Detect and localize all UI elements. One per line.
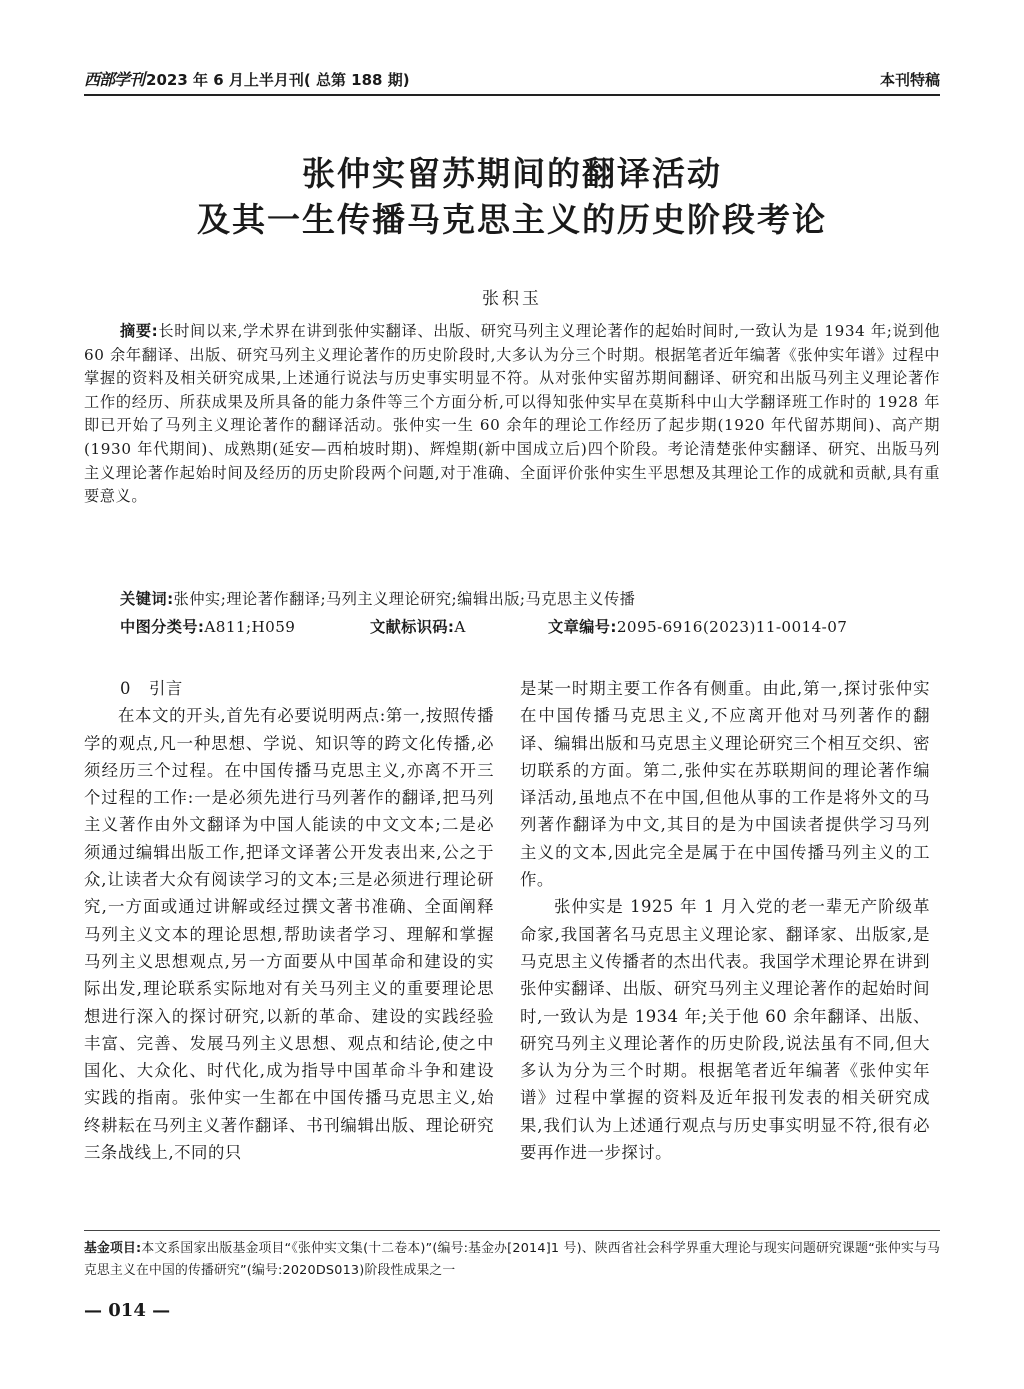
article-label: 文章编号:	[548, 618, 617, 636]
page-number: — 014 —	[84, 1300, 171, 1321]
author-name: 张积玉	[482, 289, 542, 309]
clc-label: 中图分类号:	[120, 618, 205, 636]
footnote-funding	[84, 1238, 940, 1282]
section-number: 0	[120, 679, 131, 698]
abstract	[84, 320, 940, 509]
journal-logo: 西部学刊	[84, 70, 145, 89]
doc-code	[370, 615, 548, 639]
header-left	[84, 67, 410, 90]
clc-number	[120, 615, 370, 639]
body-paragraph: 在本文的开头,首先有必要说明两点:第一,按照传播学的观点,凡一种思想、学说、知识等的跨文化传播,必须经历三个过程。在中国传播马克思主义,亦离不开三个过程的工作:一是必须先进行马列著作的翻译,把马列主义著作由外文翻译为中国人能读的中文文本;二是必须通过编辑出版工作,把译文译著公开发表出来,公之于众,让读者大众有阅读学习的文本;三是必须进行理论研究,一方面或通过讲解或经过撰文著书准确、全面阐释马列主义文本的理论思想,帮助读者学习、理解和掌握马列主义思想观点,另一方面要从中国革命和建设的实际出发,理论联系实际地对有关马列主义的重要理论思想进行深入的探讨研究,以新的革命、建设的实践经验丰富、完善、发展马列主义思想、观点和结论,使之中国化、大众化、时代化,成为指导中国革命斗争和建设实践的指南。张仲实一生都在中国传播马克思主义,始终耕耘在马列主义著作翻译、书刊编辑出版、理论研究三条战线上,不同的只	[84, 706, 494, 1163]
abstract-text: 长时间以来,学术界在讲到张仲实翻译、出版、研究马列主义理论著作的起始时间时,一致认为是 1934 年;说到他 60 余年翻译、出版、研究马列主义理论著作的历史阶段时,大多认为分三个时期。根据笔者近年编著《张仲实年谱》过程中掌握的资料及相关研究成果,上述通行说法与历史事实明显不符。从对张仲实留苏期间翻译、研究和出版马列主义理论著作工作的经历、所获成果及所具备的能力条件等三个方面分析,可以得知张仲实早在莫斯科中山大学翻译班工作时的 1928 年即已开始了马列主义理论著作的翻译活动。张仲实一生 60 余年的理论工作经历了起步期(1920 年代留苏期间)、高产期(1930 年代期间)、成熟期(延安—西柏坡时期)、辉煌期(新中国成立后)四个阶段。考论清楚张仲实翻译、研究、出版马列主义理论著作起始时间及经历的历史阶段两个问题,对于准确、全面评价张仲实生平思想及其理论工作的成就和贡献,具有重要意义。	[84, 322, 940, 506]
abstract-label: 摘要:	[120, 322, 159, 340]
section-label: 本刊特稿	[879, 71, 940, 89]
article-title-line1: 张仲实留苏期间的翻译活动	[302, 154, 722, 193]
article-number	[548, 615, 847, 639]
section-heading	[84, 675, 494, 702]
body-paragraph: 张仲实是 1925 年 1 月入党的老一辈无产阶级革命家,我国著名马克思主义理论家、翻译家、出版家,是马克思主义传播者的杰出代表。我国学术理论界在讲到张仲实翻译、出版、研究马列主义理论著作的起始时间时,一致认为是 1934 年;关于他 60 余年翻译、出版、研究马列主义理论著作的历史阶段,说法虽有不同,但大多认为分为三个时期。根据笔者近年编著《张仲实年谱》过程中掌握的资料及近年报刊发表的相关研究成果,我们认为上述通行观点与历史事实明显不符,很有必要再作进一步探讨。	[520, 897, 930, 1163]
body-paragraph-continued: 是某一时期主要工作各有侧重。由此,第一,探讨张仲实在中国传播马克思主义,不应离开他对马列著作的翻译、编辑出版和马克思主义理论研究三个相互交织、密切联系的方面。第二,张仲实在苏联期间的理论著作编译活动,虽地点不在中国,但他从事的工作是将外文的马列著作翻译为中文,其目的是为中国读者提供学习马列主义的文本,因此完全是属于在中国传播马列主义的工作。	[520, 679, 930, 890]
doc-value: A	[454, 618, 466, 636]
footnote-text: 本文系国家出版基金项目“《张仲实文集(十二卷本)”(编号:基金办[2014]1 号)、陕西省社会科学界重大理论与现实问题研究课题“张仲实与马克思主义在中国的传播研究”(编号:2020DS013)阶段性成果之一	[84, 1241, 940, 1278]
body-column-left	[84, 675, 494, 1166]
keywords-label: 关键词:	[120, 590, 174, 608]
article-title-line2: 及其一生传播马克思主义的历史阶段考论	[197, 200, 827, 239]
issue-info: 2023 年 6 月上半月刊( 总第 188 期)	[146, 71, 410, 89]
section-title: 引言	[148, 679, 183, 698]
keywords-text: 张仲实;理论著作翻译;马列主义理论研究;编辑出版;马克思主义传播	[173, 590, 636, 608]
classification-line	[120, 615, 940, 639]
keywords	[120, 587, 940, 611]
clc-value: A811;H059	[204, 618, 296, 636]
doc-label: 文献标识码:	[370, 618, 455, 636]
article-value: 2095-6916(2023)11-0014-07	[616, 618, 848, 636]
footnote-divider	[84, 1230, 940, 1231]
running-header	[84, 70, 940, 96]
footnote-label: 基金项目:	[84, 1241, 142, 1256]
body-column-right	[520, 675, 930, 1166]
